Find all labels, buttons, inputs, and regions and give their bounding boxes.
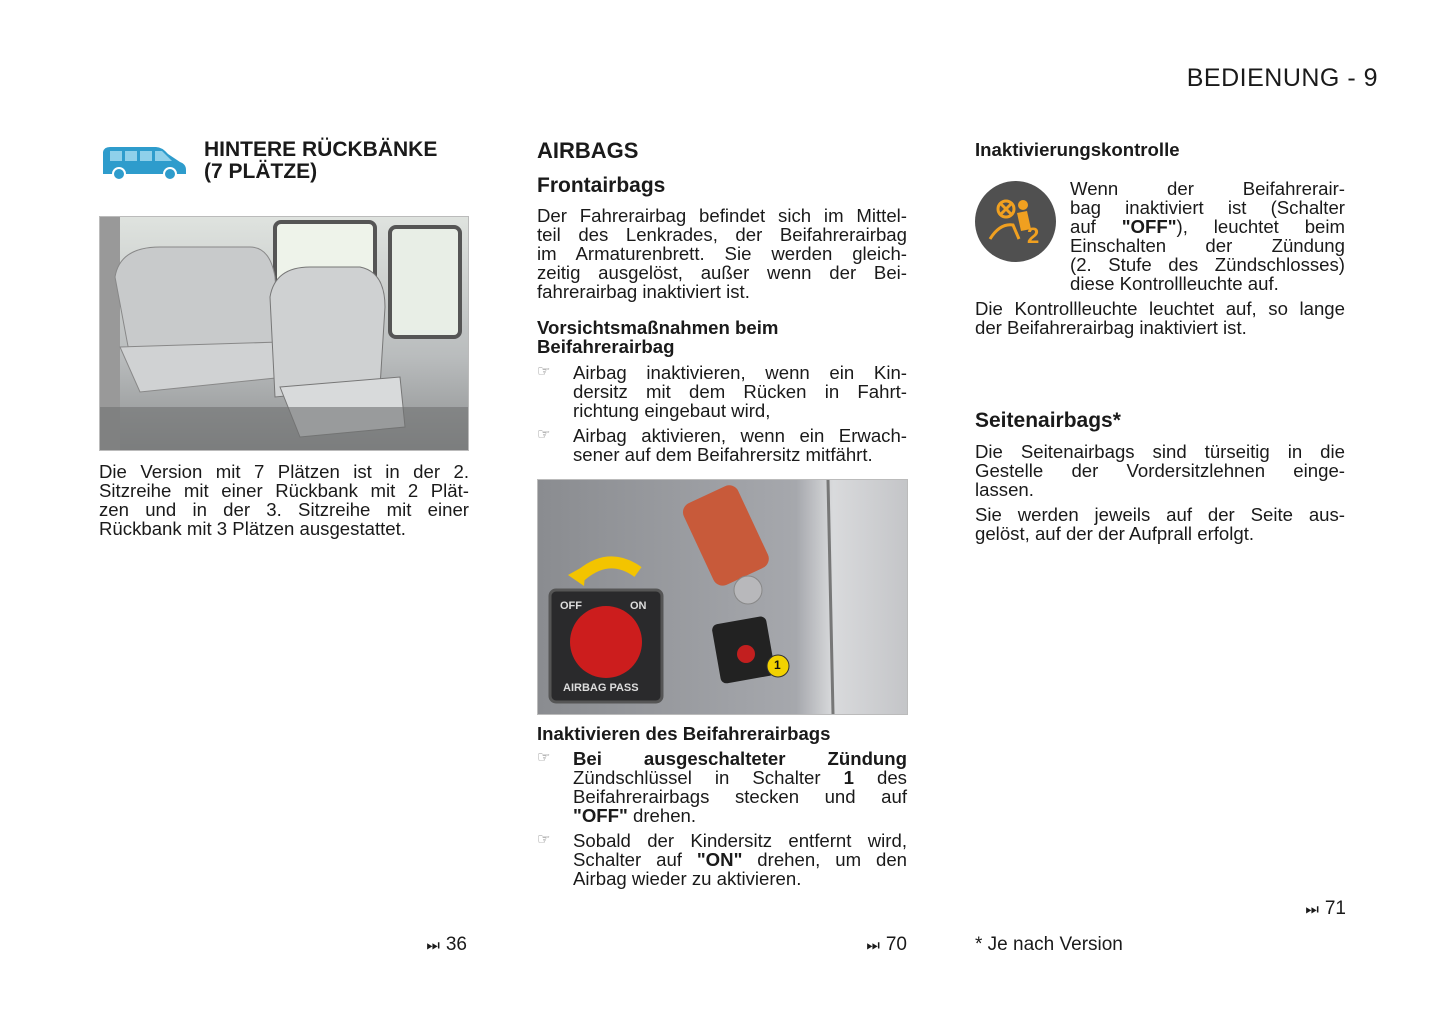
- text-line: Wenn der Beifahrerair-: [1070, 178, 1345, 199]
- text-line: gelöst, auf der der Aufprall erfolgt.: [975, 523, 1255, 544]
- text-line: (2. Stufe des Zündschlosses): [1070, 254, 1345, 275]
- switch-airbag-pass-label: AIRBAG PASS: [563, 682, 639, 694]
- text-line: zeitig ausgelöst, außer wenn der Bei-: [537, 262, 907, 283]
- pointing-hand-bullet-icon: ☞: [537, 749, 551, 766]
- deactivate-heading: Inaktivieren des Beifahrerairbags: [537, 723, 831, 744]
- bold-text: 1: [843, 767, 854, 788]
- title-line: (7 PLÄTZE): [204, 160, 318, 183]
- text-line: zen und in der 3. Sitzreihe mit einer: [99, 499, 469, 520]
- text-line: Airbag aktivieren, wenn ein Erwach-: [573, 425, 907, 446]
- text-line: richtung eingebaut wird,: [573, 400, 771, 421]
- switch-off-label: OFF: [560, 600, 582, 612]
- text-line: im Armaturenbrett. Sie werden gleich-: [537, 243, 907, 264]
- indicator-heading: Inaktivierungskontrolle: [975, 139, 1180, 160]
- page-header: BEDIENUNG - 9: [1186, 64, 1378, 92]
- text-line: [1070, 217, 1345, 236]
- text-line: diese Kontrollleuchte auf.: [1070, 273, 1279, 294]
- pointing-hand-bullet-icon: ☞: [537, 831, 551, 848]
- text-line: dersitz mit dem Rücken in Fahrt-: [573, 381, 907, 402]
- text-line: teil des Lenkrades, der Beifahrerairbag: [537, 224, 907, 245]
- page-ref-icon: ⏭: [1305, 901, 1319, 918]
- text-line: sener auf dem Beifahrersitz mitfährt.: [573, 444, 873, 465]
- page-ref-number: 71: [1324, 898, 1346, 919]
- heading-line: Vorsichtsmaßnahmen beim: [537, 317, 779, 338]
- bold-text: "OFF": [1121, 216, 1177, 237]
- text-line: Airbag wieder zu aktivieren.: [573, 868, 802, 889]
- text-line: Die Seitenairbags sind türseitig in die: [975, 441, 1345, 462]
- text-line: bag inaktiviert ist (Schalter: [1070, 197, 1345, 218]
- text-line: [573, 806, 907, 825]
- page-ref-link[interactable]: [426, 934, 467, 956]
- text-segment: drehen.: [627, 805, 697, 826]
- side-airbags-heading: Seitenairbags*: [975, 409, 1121, 432]
- text-segment: drehen, um den: [742, 849, 907, 870]
- pointing-hand-bullet-icon: ☞: [537, 426, 551, 443]
- text-line: Die Kontrollleuchte leuchtet auf, so lange: [975, 298, 1345, 319]
- text-line: [573, 850, 907, 869]
- page-ref-link[interactable]: [1305, 898, 1346, 920]
- seats-description: [99, 462, 469, 538]
- text-line: Sie werden jeweils auf der Seite aus-: [975, 504, 1345, 525]
- text-line: der Beifahrerairbag inaktiviert ist.: [975, 317, 1247, 338]
- list-item: [537, 363, 907, 420]
- deactivate-steps: [537, 749, 907, 894]
- side-airbags-text-1: [975, 442, 1345, 499]
- text-line: Der Fahrerairbag befindet sich im Mittel-: [537, 205, 907, 226]
- switch-number-label: 1: [774, 658, 781, 672]
- page-ref-icon: ⏭: [426, 937, 440, 954]
- precautions-heading: [537, 318, 778, 356]
- precautions-list: [537, 363, 907, 470]
- list-item: [537, 749, 907, 825]
- text-line: Einschalten der Zündung: [1070, 235, 1345, 256]
- text-segment: Schalter auf: [573, 849, 697, 870]
- text-line: Sitzreihe mit einer Rückbank mit 2 Plät-: [99, 480, 469, 501]
- indicator-description: [1070, 179, 1345, 293]
- list-item: [537, 831, 907, 888]
- passenger-airbag-off-icon: [975, 181, 1056, 262]
- text-segment: ), leuchtet beim: [1176, 216, 1345, 237]
- airbag-switch-photo: [537, 479, 908, 715]
- subheading: Frontairbags: [537, 174, 666, 197]
- footnote: * Je nach Version: [975, 934, 1123, 955]
- heading-line: Beifahrerairbag: [537, 336, 675, 357]
- page-ref-link[interactable]: [866, 934, 907, 956]
- svg-text:2: 2: [1027, 223, 1040, 248]
- front-airbags-text: [537, 206, 907, 301]
- bold-text: "OFF": [573, 805, 628, 826]
- text-line: [573, 768, 907, 787]
- text-line: Rückbank mit 3 Plätzen ausgestattet.: [99, 518, 406, 539]
- text-segment: des: [853, 767, 907, 788]
- bold-text: Bei ausgeschalteter Zündung: [573, 748, 907, 769]
- text-segment: auf: [1070, 216, 1122, 237]
- text-line: [573, 749, 907, 768]
- section-heading: AIRBAGS: [537, 138, 639, 163]
- pointing-hand-bullet-icon: ☞: [537, 363, 551, 380]
- page-ref-number: 70: [885, 934, 907, 955]
- side-airbags-text-2: [975, 505, 1345, 543]
- text-line: Airbag inaktivieren, wenn ein Kin-: [573, 362, 907, 383]
- text-line: Gestelle der Vordersitzlehnen einge-: [975, 460, 1345, 481]
- title-line: HINTERE RÜCKBÄNKE: [204, 138, 438, 161]
- section-title: [204, 139, 437, 183]
- page-ref-number: 36: [445, 934, 467, 955]
- text-line: Beifahrerairbags stecken und auf: [573, 786, 907, 807]
- indicator-note: [975, 299, 1345, 337]
- page-ref-icon: ⏭: [866, 937, 880, 954]
- text-line: Sobald der Kindersitz entfernt wird,: [573, 830, 907, 851]
- text-line: fahrerairbag inaktiviert ist.: [537, 281, 750, 302]
- text-line: lassen.: [975, 479, 1034, 500]
- text-segment: Zündschlüssel in Schalter: [573, 767, 844, 788]
- switch-on-label: ON: [630, 600, 647, 612]
- list-item: [537, 426, 907, 464]
- rear-seats-photo: [99, 216, 469, 451]
- bold-text: "ON": [696, 849, 743, 870]
- text-line: Die Version mit 7 Plätzen ist in der 2.: [99, 461, 469, 482]
- minivan-icon: [100, 142, 188, 182]
